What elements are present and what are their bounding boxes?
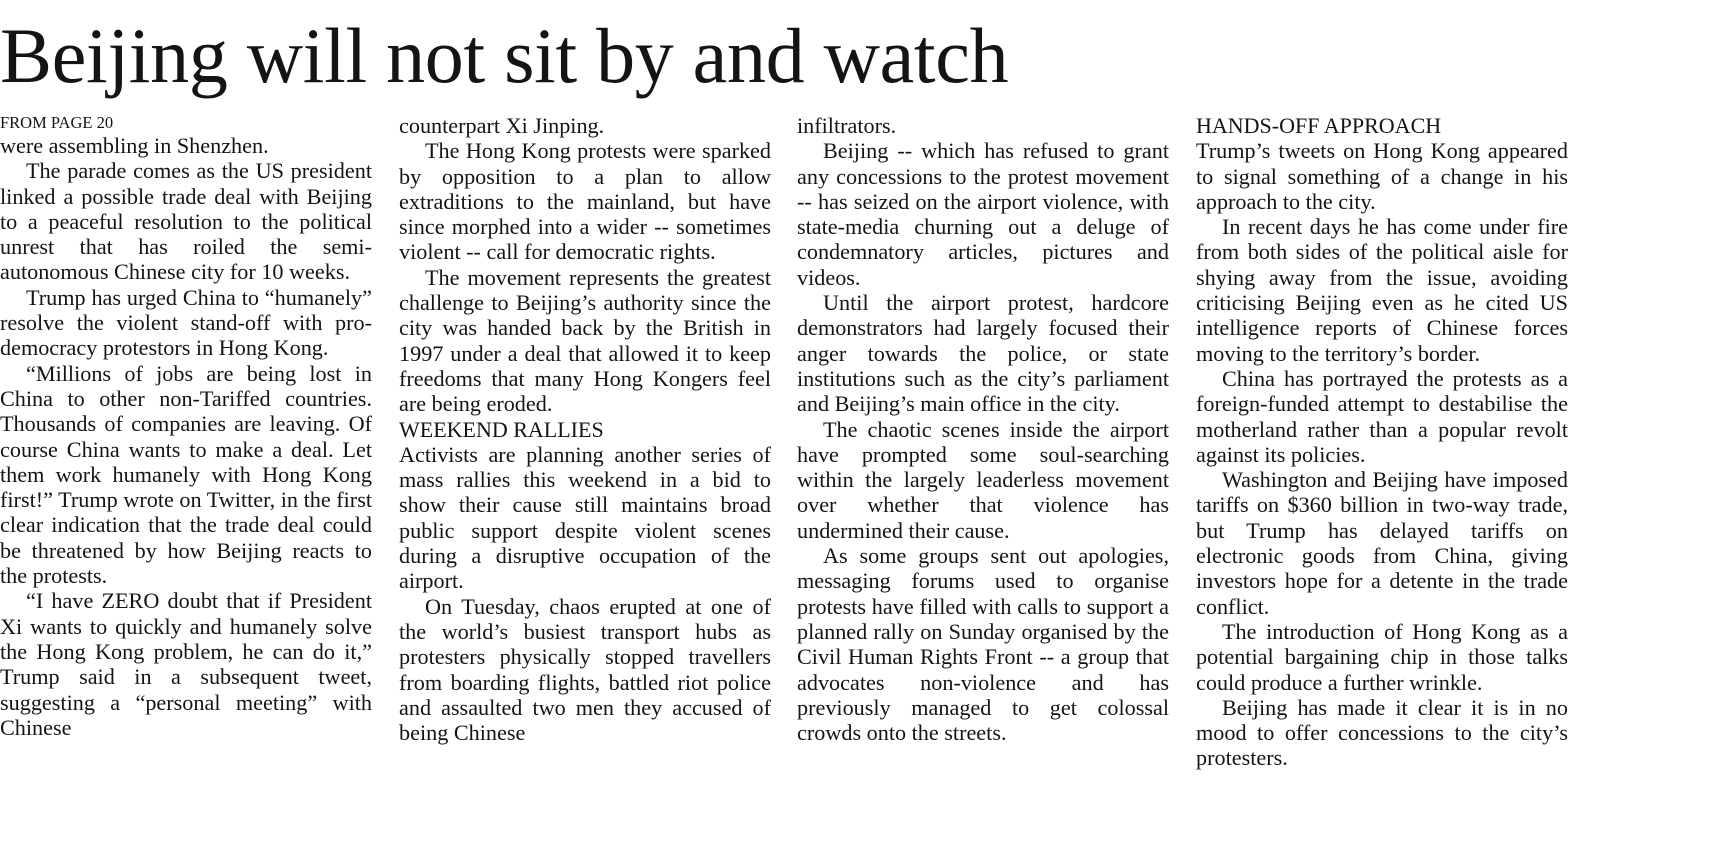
paragraph: “Millions of jobs are being lost in China to other non-Tariffed countries. Thousands of companies are leaving. Of course China wants to make a deal. Let them work humanely with Hong Kong first!” Trump wrote on Twitter, in the first clear indication that the trade deal could be threatened by how Beijing reacts to the protests.: [0, 360, 372, 589]
article-column-1: [0, 113, 372, 740]
paragraph: Trump’s tweets on Hong Kong appeared to signal something of a change in his approach to the city.: [1196, 138, 1568, 214]
paragraph: were assembling in Shenzhen.: [0, 133, 269, 158]
paragraph: Activists are planning another series of mass rallies this weekend in a bid to show their cause still maintains broad public support despite violent scenes during a disruptive occupation of the airport.: [399, 441, 771, 594]
paragraph: The movement represents the greatest challenge to Beijing’s authority since the city was handed back by the British in 1997 under a deal that allowed it to keep freedoms that many Hong Kongers feel are being eroded.: [399, 264, 771, 417]
paragraph: “I have ZERO doubt that if President Xi wants to quickly and humanely solve the Hong Kong problem, he can do it,” Trump said in a subsequent tweet, suggesting a “personal meeting” with Chinese: [0, 588, 372, 740]
article-column-2: [399, 113, 771, 745]
paragraph: The chaotic scenes inside the airport have prompted some soul-searching within the largely leaderless movement over whether that violence has undermined their cause.: [797, 416, 1169, 543]
paragraph: Beijing -- which has refused to grant any concessions to the protest movement -- has seized on the airport violence, with state-media churning out a deluge of condemnatory articles, pictures and videos.: [797, 138, 1169, 290]
paragraph: The introduction of Hong Kong as a potential bargaining chip in those talks could produce a further wrinkle.: [1196, 618, 1568, 695]
continued-from-label: FROM PAGE 20: [0, 113, 114, 132]
paragraph: Trump has urged China to “humanely” resolve the violent stand-off with pro-democracy protestors in Hong Kong.: [0, 284, 372, 361]
paragraph: In recent days he has come under fire from both sides of the political aisle for shying away from the issue, avoiding criticising Beijing even as he cited US intelligence reports of Chinese forces moving to the territory’s border.: [1196, 214, 1568, 366]
headline: Beijing will not sit by and watch: [0, 12, 1009, 99]
paragraph: The Hong Kong protests were sparked by opposition to a plan to allow extraditions to the mainland, but have since morphed into a wider -- sometimes violent -- call for democratic rights.: [399, 138, 771, 265]
paragraph: China has portrayed the protests as a foreign-funded attempt to destabilise the motherland rather than a popular revolt against its policies.: [1196, 365, 1568, 467]
paragraph: counterpart Xi Jinping.: [399, 113, 605, 138]
article-column-4: [1196, 113, 1568, 771]
paragraph: As some groups sent out apologies, messaging forums used to organise protests have filled with calls to support a planned rally on Sunday organised by the Civil Human Rights Front -- a group that advocates non-violence and has previously managed to get colossal crowds onto the streets.: [797, 543, 1169, 746]
section-subhead: HANDS-OFF APPROACH: [1196, 113, 1442, 138]
paragraph: Washington and Beijing have imposed tariffs on $360 billion in two-way trade, but Trump has delayed tariffs on electronic goods from China, giving investors hope for a detente in the trade conflict.: [1196, 467, 1568, 619]
paragraph: On Tuesday, chaos erupted at one of the world’s busiest transport hubs as protesters physically stopped travellers from boarding flights, battled riot police and assaulted two men they accused of being Chinese: [399, 593, 771, 746]
section-subhead: WEEKEND RALLIES: [399, 416, 604, 442]
paragraph: Until the airport protest, hardcore demonstrators had largely focused their anger towards the police, or state institutions such as the city’s parliament and Beijing’s main office in the city.: [797, 290, 1169, 417]
paragraph: The parade comes as the US president linked a possible trade deal with Beijing to a peaceful resolution to the political unrest that has roiled the semi-autonomous Chinese city for 10 weeks.: [0, 158, 372, 285]
paragraph: infiltrators.: [797, 113, 897, 138]
paragraph: Beijing has made it clear it is in no mood to offer concessions to the city’s protesters.: [1196, 694, 1568, 771]
article-column-3: [797, 113, 1169, 745]
